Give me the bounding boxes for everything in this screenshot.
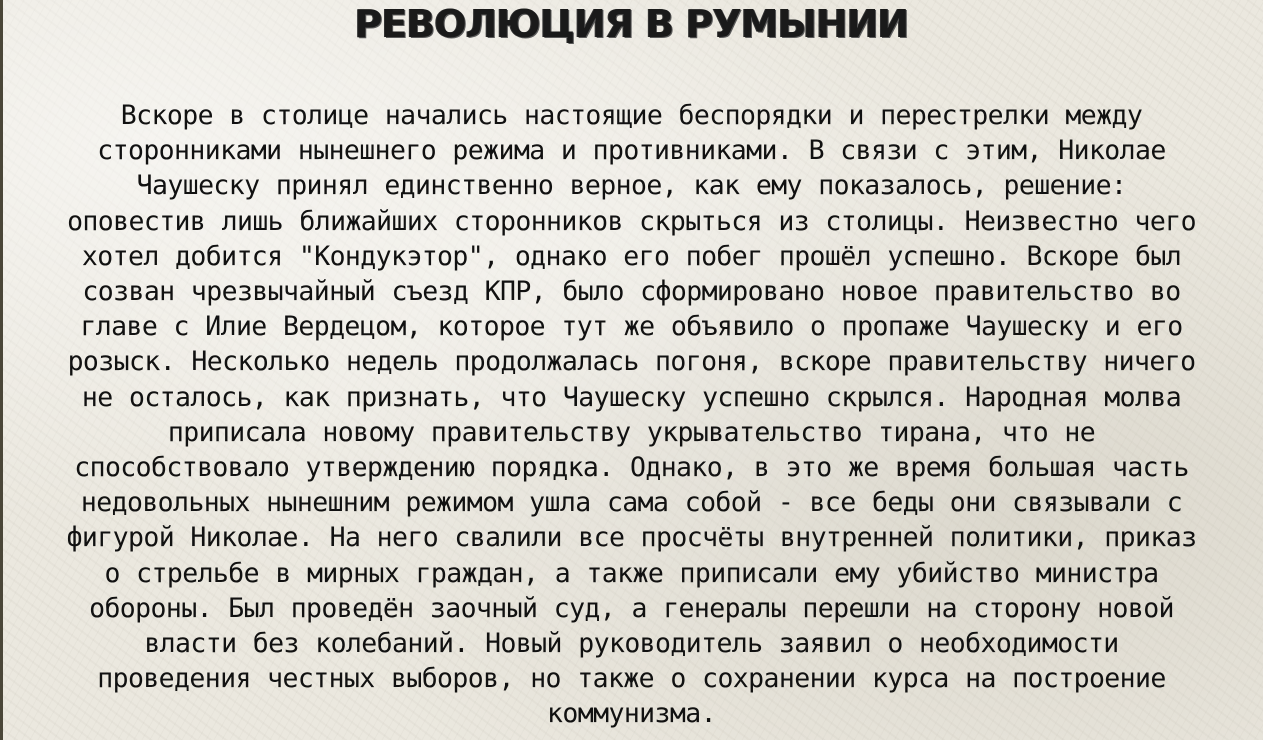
event-text-line: недовольных нынешним режимом ушла сама собой - все беды они связывали с xyxy=(80,487,1183,519)
event-text-line: способствовало утверждению порядка. Однако, в это же время большая часть xyxy=(74,452,1189,484)
event-text-line: приписала новому правительству укрывательство тирана, что не xyxy=(167,416,1096,448)
event-text-line: проведения честных выборов, но также о сохранении курса на построение xyxy=(97,663,1166,695)
event-text-line: обороны. Был проведён заочный суд, а генералы перешли на сторону новой xyxy=(89,592,1174,624)
event-text-line: хотел добится "Кондукэтор", однако его побег прошёл успешно. Вскоре был xyxy=(81,240,1182,272)
event-title: РЕВОЛЮЦИЯ В РУМЫНИИ xyxy=(354,2,909,46)
event-text-line: сторонниками нынешнего режима и противниками. В связи с этим, Николае xyxy=(97,135,1166,167)
event-text-line: розыск. Несколько недель продолжалась погоня, вскоре правительству ничего xyxy=(67,346,1196,378)
event-text-line: коммунизма. xyxy=(547,698,716,730)
event-text-line: не осталось, как признать, что Чаушеску успешно скрылся. Народная молва xyxy=(81,381,1182,413)
event-text-line: Вскоре в столице начались настоящие беспорядки и перестрелки между xyxy=(120,100,1143,131)
event-text-line: фигурой Николае. На него свалили все просчёты внутренней политики, приказ xyxy=(66,522,1197,554)
event-text-line: оповестив лишь ближайших сторонников скрыться из столицы. Неизвестно чего xyxy=(67,205,1196,237)
event-text-line: главе с Илие Вердецом, которое тут же объявило о пропаже Чаушеску и его xyxy=(80,311,1183,343)
event-text-line: созван чрезвычайный съезд КПР, было сформировано новое правительство во xyxy=(82,276,1181,308)
event-text-line: Чаушеску принял единственно верное, как ему показалось, решение: xyxy=(136,170,1127,202)
event-description xyxy=(4,98,1259,732)
event-text-line: о стрельбе в мирных граждан, а также приписали ему убийство министра xyxy=(104,557,1159,589)
event-text-line: власти без колебаний. Новый руководитель заявил о необходимости xyxy=(144,628,1119,660)
